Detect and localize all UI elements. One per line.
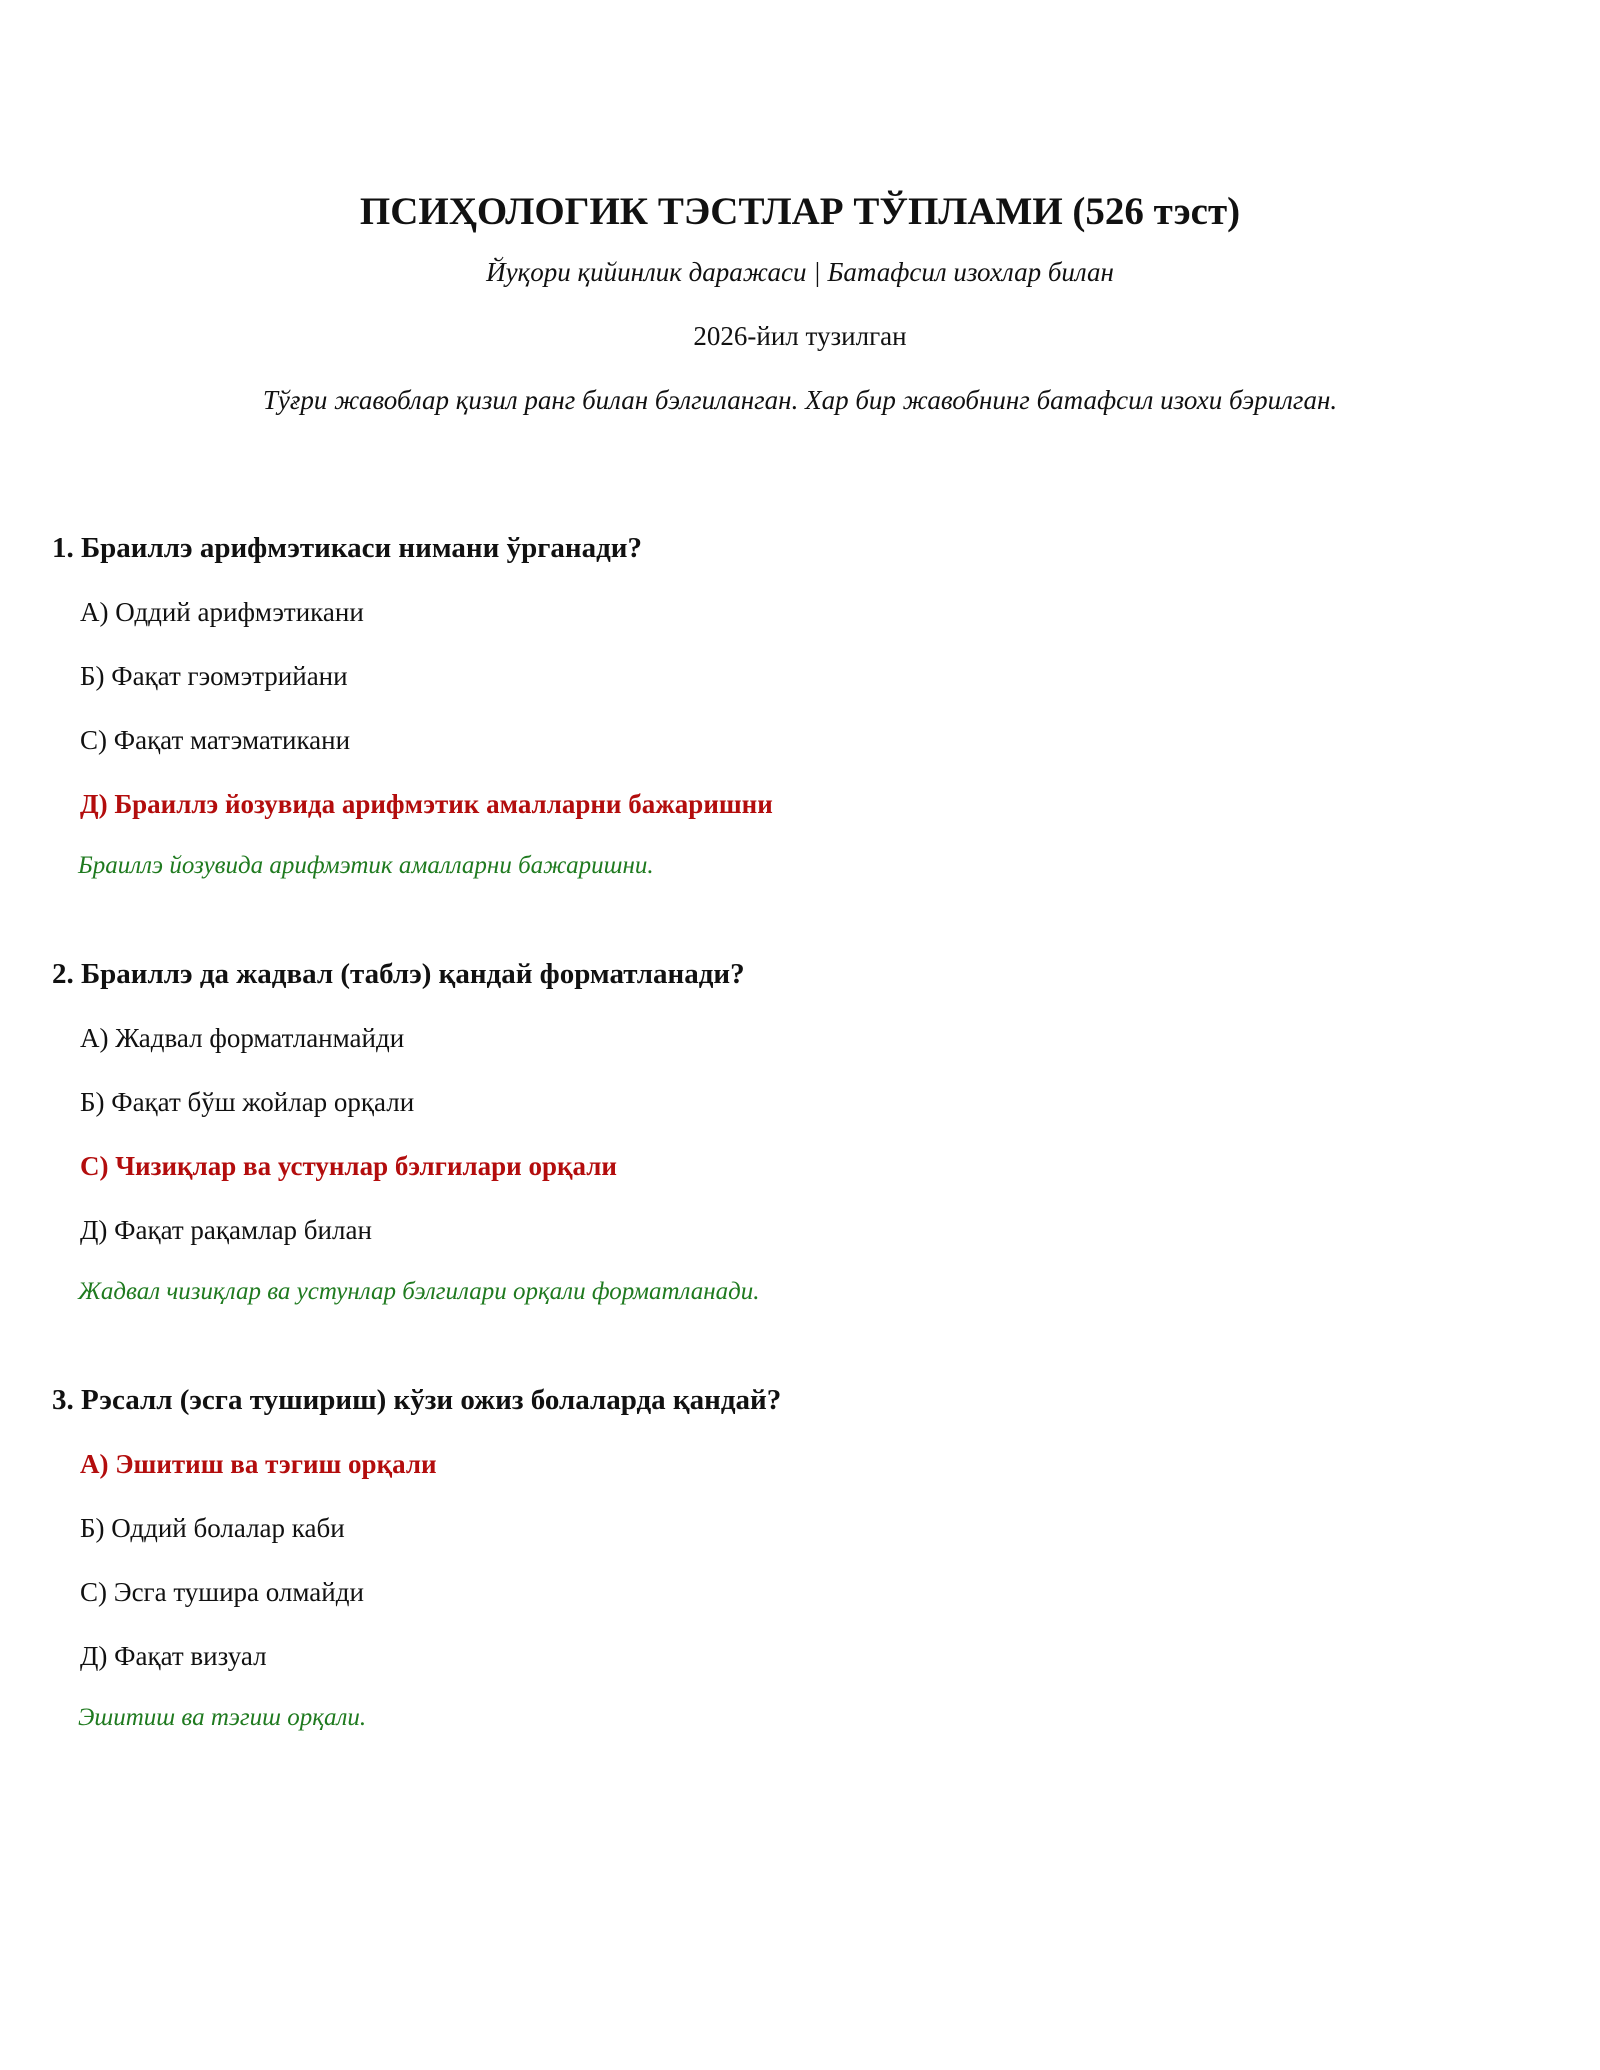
question-title: 2. Браиллэ да жадвал (таблэ) қандай форматланади? [52,958,745,990]
question-1 [52,524,1552,888]
question-title: 3. Рэсалл (эсга тушириш) кўзи ожиз болаларда қандай? [52,1384,782,1416]
option-b: Б) Фақат гэомэтрийани [80,661,348,691]
questions-list [52,524,1552,1802]
option-c: С) Эсга тушира олмайди [80,1577,364,1607]
option-d: Д) Фақат визуал [80,1641,267,1671]
option-c: С) Фақат матэматикани [80,725,351,755]
option-b: Б) Фақат бўш жойлар орқали [80,1087,415,1117]
document-subtitle: Йуқори қийинлик даражаси | Батафсил изохлар билан [486,257,1114,287]
option-a: А) Жадвал форматланмайди [80,1023,405,1053]
answer-explanation: Браиллэ йозувида арифмэтик амалларни бажаришни. [78,852,654,879]
option-d-correct: Д) Браиллэ йозувида арифмэтик амалларни бажаришни [80,789,773,819]
document-year: 2026-йил тузилган [693,321,907,351]
option-a-correct: А) Эшитиш ва тэгиш орқали [80,1449,437,1479]
document-title: ПСИҲОЛОГИК ТЭСТЛАР ТЎПЛАМИ (526 тэст) [359,190,1241,233]
document-note: Тўғри жавоблар қизил ранг билан бэлгиланган. Хар бир жавобнинг батафсил изохи бэрилган. [262,385,1338,415]
question-2 [52,950,1552,1314]
answer-explanation: Жадвал чизиқлар ва устунлар бэлгилари орқали форматланади. [78,1278,760,1305]
document-header [0,182,1600,424]
option-b: Б) Оддий болалар каби [80,1513,345,1543]
question-3 [52,1376,1552,1740]
answer-explanation: Эшитиш ва тэгиш орқали. [78,1704,367,1731]
option-c-correct: С) Чизиқлар ва устунлар бэлгилари орқали [80,1151,617,1181]
option-d: Д) Фақат рақамлар билан [80,1215,372,1245]
question-title: 1. Браиллэ арифмэтикаси нимани ўрганади? [52,532,642,564]
option-a: А) Оддий арифмэтикани [80,597,364,627]
